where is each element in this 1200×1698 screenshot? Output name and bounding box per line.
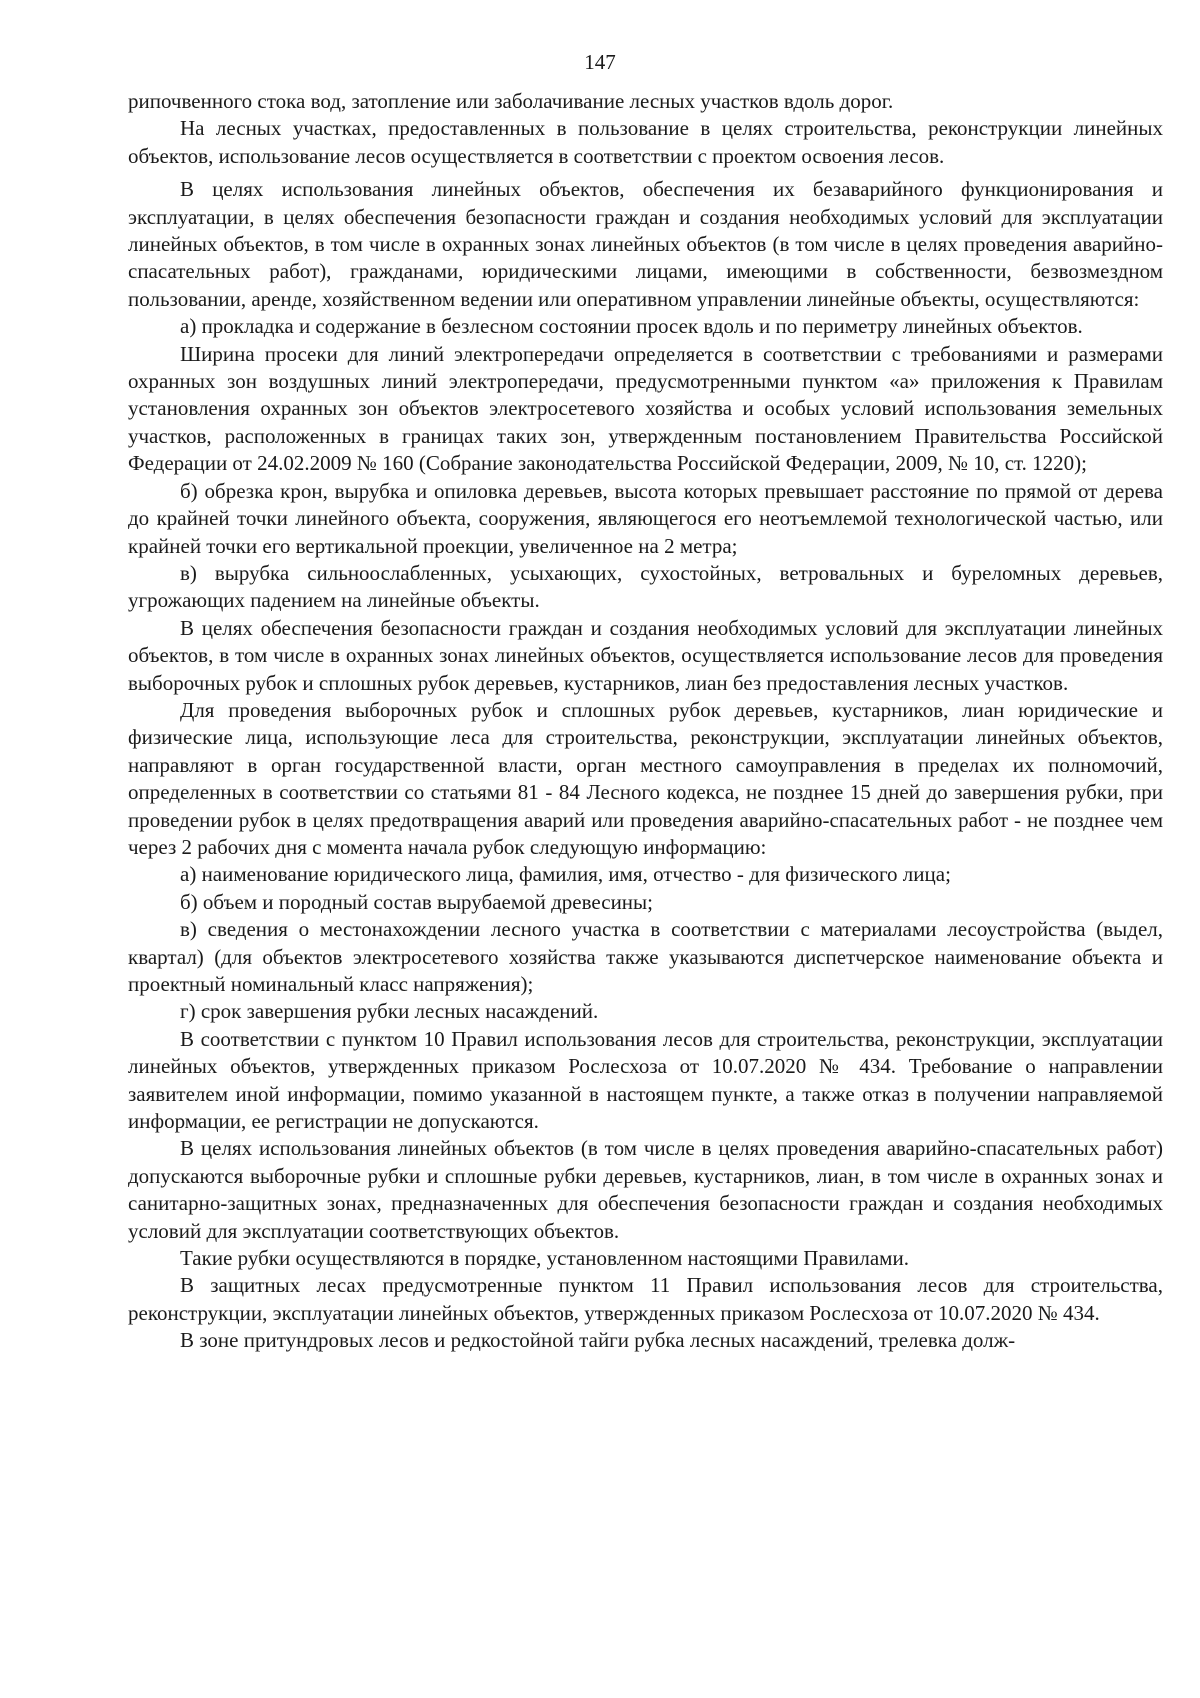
paragraph: б) обрезка крон, вырубка и опиловка деревьев, высота которых превышает расстояние по прямой от дерева до крайней точки линейного объекта, сооружения, являющегося его неотъемлемой технологической частью, или крайней точки его вертикальной проекции, увеличенное на 2 метра;: [128, 478, 1163, 558]
paragraph: а) наименование юридического лица, фамилия, имя, отчество - для физического лица;: [180, 862, 951, 887]
paragraph: В целях использования линейных объектов, обеспечения их безаварийного функционирования и эксплуатации, в целях обеспечения безопасности граждан и создания необходимых условий для эксплуатации линейных объектов, в том числе в охранных зонах линейных объектов (в том числе в целях проведения аварийно-спасательных работ), гражданами, юридическими лицами, имеющими в собственности, безвозмездном пользовании, аренде, хозяйственном ведении или оперативном управлении линейные объекты, осуществляются:: [128, 177, 1163, 311]
paragraph: Ширина просеки для линий электропередачи определяется в соответствии с требованиями и размерами охранных зон воздушных линий электропередачи, предусмотренными пунктом «а» приложения к Правилам установления охранных зон объектов электросетевого хозяйства и особых условий использования земельных участков, расположенных в границах таких зон, утвержденным постановлением Правительства Российской Федерации от 24.02.2009 № 160 (Собрание законодательства Российской Федерации, 2009, № 10, ст. 1220);: [128, 341, 1163, 476]
paragraph: г) срок завершения рубки лесных насаждений.: [180, 999, 599, 1024]
paragraph: В защитных лесах предусмотренные пунктом 11 Правил использования лесов для строительства, реконструкции, эксплуатации линейных объектов, утвержденных приказом Рослесхоза от 10.07.2020 № 434.: [128, 1273, 1163, 1325]
document-body: [128, 88, 1163, 1355]
paragraph: в) вырубка сильноослабленных, усыхающих, сухостойных, ветровальных и буреломных деревьев, угрожающих падением на линейные объекты.: [128, 560, 1163, 613]
paragraph: Такие рубки осуществляются в порядке, установленном настоящими Правилами.: [180, 1246, 909, 1271]
paragraph: На лесных участках, предоставленных в пользование в целях строительства, реконструкции линейных объектов, использование лесов осуществляется в соответствии с проектом освоения лесов.: [128, 116, 1163, 168]
paragraph: в) сведения о местонахождении лесного участка в соответствии с материалами лесоустройства (выдел, квартал) (для объектов электросетевого хозяйства также указываются диспетчерское наименование объекта и проектный номинальный класс напряжения);: [128, 917, 1163, 996]
paragraph: В целях обеспечения безопасности граждан и создания необходимых условий для эксплуатации линейных объектов, в том числе в охранных зонах линейных объектов, осуществляется использование лесов для проведения выборочных рубок и сплошных рубок деревьев, кустарников, лиан без предоставления лесных участков.: [128, 615, 1163, 695]
paragraph: Для проведения выборочных рубок и сплошных рубок деревьев, кустарников, лиан юридические и физические лица, использующие леса для строительства, реконструкции, эксплуатации линейных объектов, направляют в орган государственной власти, орган местного самоуправления в пределах их полномочий, определенных в соответствии со статьями 81 - 84 Лесного кодекса, не позднее 15 дней до завершения рубки, при проведении рубок в целях предотвращения аварий или проведения аварийно-спасательных работ - не позднее чем через 2 рабочих дня с момента начала рубок следующую информацию:: [128, 697, 1163, 859]
paragraph: В соответствии с пунктом 10 Правил использования лесов для строительства, реконструкции, эксплуатации линейных объектов, утвержденных приказом Рослесхоза от 10.07.2020 № 434. Требование о направлении заявителем иной информации, помимо указанной в настоящем пункте, а также отказ в получении направляемой информации, ее регистрации не допускаются.: [128, 1026, 1163, 1134]
paragraph: В зоне притундровых лесов и редкостойной тайги рубка лесных насаждений, трелевка долж-: [180, 1328, 1016, 1353]
paragraph: В целях использования линейных объектов (в том числе в целях проведения аварийно-спасательных работ) допускаются выборочные рубки и сплошные рубки деревьев, кустарников, лиан, в том числе в охранных зонах и санитарно-защитных зонах, предназначенных для обеспечения безопасности граждан и создания необходимых условий для эксплуатации соответствующих объектов.: [128, 1136, 1163, 1243]
paragraph: б) объем и породный состав вырубаемой древесины;: [180, 889, 653, 914]
paragraph: рипочвенного стока вод, затопление или заболачивание лесных участков вдоль дорог.: [128, 89, 894, 113]
page-number: 147: [584, 50, 616, 74]
paragraph: а) прокладка и содержание в безлесном состоянии просек вдоль и по периметру линейных объектов.: [180, 314, 1083, 339]
